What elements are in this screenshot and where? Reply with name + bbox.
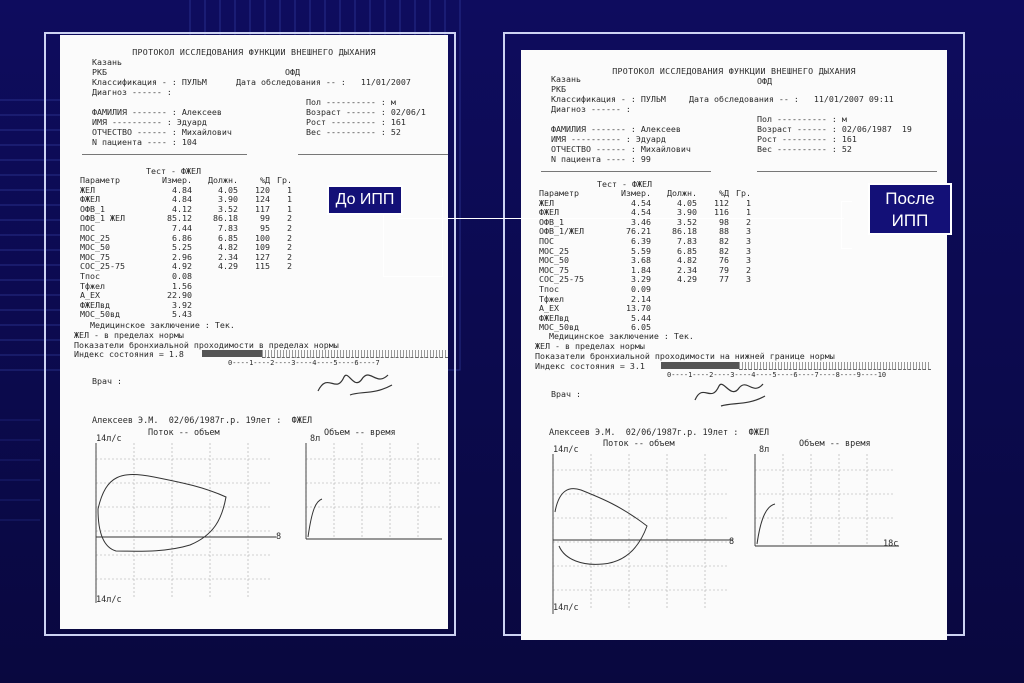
- table-cell: 112: [714, 197, 729, 208]
- table-cell: 82: [719, 235, 729, 246]
- table-cell: 1.56: [172, 280, 192, 291]
- table-cell: МОС_25: [80, 232, 110, 243]
- table-cell: 6.39: [631, 235, 651, 246]
- table-cell: 4.84: [172, 184, 192, 195]
- table-cell: [238, 282, 270, 292]
- table-cell: МОС_50вд: [80, 309, 120, 320]
- graph1-x-tick: 8: [729, 537, 735, 547]
- table-cell: 76: [719, 255, 729, 266]
- table-cell: [651, 314, 697, 324]
- classification: Классификация - : ПУЛЬМ: [92, 77, 207, 87]
- conclusion-line-2: Показатели бронхиальной проходимости на нижней границе нормы: [535, 351, 835, 361]
- table-cell: 3: [746, 274, 751, 285]
- first-name: ИМЯ ---------- : Эдуард: [92, 117, 207, 127]
- table-cell: 6.05: [631, 322, 651, 333]
- table-cell: МОС_50: [539, 255, 569, 266]
- dept: ОФД: [285, 67, 300, 77]
- patient-number: N пациента ---- : 99: [551, 154, 651, 164]
- org: РКБ: [551, 84, 566, 94]
- table-cell: 2: [287, 251, 292, 262]
- table-cell: 4.12: [172, 203, 192, 214]
- exam-date: Дата обследования -- : 11/01/2007 09:11: [689, 94, 894, 104]
- divider: [82, 154, 247, 155]
- protocol-before: [60, 35, 448, 629]
- before-label-text: До ИПП: [335, 191, 395, 208]
- patronymic: ОТЧЕСТВО ------ : Михайлович: [92, 127, 232, 137]
- table-cell: 76.21: [626, 226, 651, 237]
- diagnosis: Диагноз ------ :: [551, 104, 631, 114]
- state-index: Индекс состояния = 3.1: [535, 361, 645, 371]
- table-cell: Тфжел: [539, 293, 564, 304]
- table-cell: [270, 291, 292, 301]
- table-cell: 109: [255, 242, 270, 253]
- table-cell: 7.44: [172, 222, 192, 233]
- weight: Вес ---------- : 52: [757, 144, 852, 154]
- divider: [541, 171, 711, 172]
- table-cell: [192, 310, 238, 320]
- table-cell: МОС_50вд: [539, 322, 579, 333]
- table-header-cell: %Д: [260, 175, 270, 185]
- first-name: ИМЯ ---------- : Эдуард: [551, 134, 666, 144]
- doctor-label: Врач :: [551, 389, 581, 399]
- table-cell: 3: [746, 255, 751, 266]
- state-index-bar: [661, 362, 739, 369]
- table-cell: [192, 282, 238, 292]
- age: Возраст ------ : 02/06/1987 19: [757, 124, 912, 134]
- sex: Пол ---------- : м: [757, 114, 847, 124]
- table-cell: ЖЕЛ: [539, 197, 554, 208]
- table-cell: МОС_25: [539, 245, 569, 256]
- graph1-y-top: 14л/с: [553, 445, 579, 455]
- table-cell: 4.29: [218, 261, 238, 272]
- table-cell: [651, 295, 697, 305]
- table-cell: ФЖЕЛ: [539, 207, 559, 218]
- table-cell: 2.96: [172, 251, 192, 262]
- table-cell: 116: [714, 207, 729, 218]
- table-cell: 1: [287, 184, 292, 195]
- table-cell: 3: [746, 245, 751, 256]
- table-cell: 22.90: [167, 290, 192, 301]
- table-cell: 4.05: [218, 184, 238, 195]
- table-cell: МОС_50: [80, 242, 110, 253]
- graph1-x-tick: 8: [276, 532, 282, 542]
- table-cell: ОФВ_1 ЖЕЛ: [80, 213, 125, 224]
- table-cell: 124: [255, 194, 270, 205]
- table-cell: 2: [287, 213, 292, 224]
- table-cell: СОС_25-75: [80, 261, 125, 272]
- city: Казань: [551, 74, 581, 84]
- table-cell: ПОС: [539, 235, 554, 246]
- doctor-label: Врач :: [92, 376, 122, 386]
- table-cell: 3.46: [631, 216, 651, 227]
- table-cell: 5.59: [631, 245, 651, 256]
- table-cell: 79: [719, 264, 729, 275]
- table-cell: 2: [746, 216, 751, 227]
- table-cell: 6.85: [677, 245, 697, 256]
- volume-time-graph: [304, 439, 444, 549]
- table-cell: 98: [719, 216, 729, 227]
- table-cell: ОФВ_1: [80, 203, 105, 214]
- table-cell: 4.92: [172, 261, 192, 272]
- table-cell: 3.68: [631, 255, 651, 266]
- test-name: Тест - ФЖЕЛ: [146, 166, 201, 176]
- table-cell: 86.18: [672, 226, 697, 237]
- table-cell: 4.29: [677, 274, 697, 285]
- graph2-x-tick: 18с: [883, 539, 899, 549]
- table-cell: [270, 272, 292, 282]
- table-cell: ЖЕЛ: [80, 184, 95, 195]
- flow-volume-graph: [94, 439, 284, 611]
- table-cell: 3: [746, 226, 751, 237]
- graph1-y-bottom: 14л/с: [96, 595, 122, 605]
- table-header-cell: %Д: [719, 188, 729, 198]
- height: Рост --------- : 161: [757, 134, 857, 144]
- table-cell: 2.34: [218, 251, 238, 262]
- table-cell: 2: [287, 232, 292, 243]
- table-cell: 3.52: [677, 216, 697, 227]
- table-cell: МОС_75: [80, 251, 110, 262]
- height: Рост --------- : 161: [306, 117, 406, 127]
- graph2-title: Объем -- время: [799, 439, 871, 449]
- conclusion-line-1: ЖЕЛ - в пределах нормы: [535, 341, 645, 351]
- table-cell: 3.92: [172, 299, 192, 310]
- classification: Классификация - : ПУЛЬМ: [551, 94, 666, 104]
- table-cell: 4.54: [631, 197, 651, 208]
- table-cell: 99: [260, 213, 270, 224]
- table-cell: 2: [287, 222, 292, 233]
- table-cell: [697, 323, 729, 333]
- before-label: [327, 185, 403, 215]
- volume-time-graph: [753, 450, 903, 554]
- table-cell: 86.18: [213, 213, 238, 224]
- table-cell: 7.83: [677, 235, 697, 246]
- graph-footer: Алексеев Э.М. 02/06/1987г.р. 19лет : ФЖЕЛ: [92, 416, 313, 426]
- table-cell: 85.12: [167, 213, 192, 224]
- table-cell: 13.70: [626, 303, 651, 314]
- table-cell: 3.90: [218, 194, 238, 205]
- table-cell: 77: [719, 274, 729, 285]
- graph1-y-top: 14л/с: [96, 434, 122, 444]
- table-cell: 6.86: [172, 232, 192, 243]
- graph2-y-top: 8л: [759, 445, 770, 455]
- table-cell: 120: [255, 184, 270, 195]
- surname: ФАМИЛИЯ ------- : Алексеев: [92, 107, 222, 117]
- state-index-scale: [262, 350, 448, 358]
- table-cell: ФЖЕЛ: [80, 194, 100, 205]
- table-cell: 1: [746, 197, 751, 208]
- conclusion-line-1: ЖЕЛ - в пределах нормы: [74, 330, 184, 340]
- table-cell: 5.25: [172, 242, 192, 253]
- table-cell: [651, 285, 697, 295]
- table-cell: А_ЕХ: [539, 303, 559, 314]
- table-cell: 100: [255, 232, 270, 243]
- table-cell: 115: [255, 261, 270, 272]
- table-cell: 127: [255, 251, 270, 262]
- protocol-title: ПРОТОКОЛ ИССЛЕДОВАНИЯ ФУНКЦИИ ВНЕШНЕГО ДЫХАНИЯ: [612, 66, 856, 76]
- table-cell: [238, 310, 270, 320]
- table-cell: 1: [287, 194, 292, 205]
- state-index-ticks: 0----1----2----3----4----5----6----7----8----9----10: [667, 371, 887, 379]
- table-cell: [192, 272, 238, 282]
- table-cell: 95: [260, 222, 270, 233]
- table-cell: 88: [719, 226, 729, 237]
- table-cell: 5.43: [172, 309, 192, 320]
- table-header-cell: Параметр: [539, 188, 579, 198]
- table-header-cell: Должн.: [667, 188, 697, 198]
- table-cell: 3: [746, 235, 751, 246]
- table-header-cell: Измер.: [621, 188, 651, 198]
- divider: [757, 171, 937, 172]
- org: РКБ: [92, 67, 107, 77]
- table-cell: 2: [287, 242, 292, 253]
- table-cell: 3.52: [218, 203, 238, 214]
- table-cell: МОС_75: [539, 264, 569, 275]
- table-cell: 3.29: [631, 274, 651, 285]
- graph1-title: Поток -- объем: [148, 428, 220, 438]
- table-cell: [651, 304, 697, 314]
- table-cell: 4.82: [677, 255, 697, 266]
- table-cell: 6.85: [218, 232, 238, 243]
- diagnosis: Диагноз ------ :: [92, 87, 172, 97]
- table-header-cell: Гр.: [736, 188, 751, 198]
- table-header-cell: Параметр: [80, 175, 120, 185]
- after-label: [868, 183, 952, 235]
- table-cell: ОФВ_1: [539, 216, 564, 227]
- table-cell: 7.83: [218, 222, 238, 233]
- protocol-title: ПРОТОКОЛ ИССЛЕДОВАНИЯ ФУНКЦИИ ВНЕШНЕГО ДЫХАНИЯ: [132, 47, 376, 57]
- table-cell: 4.05: [677, 197, 697, 208]
- table-cell: 82: [719, 245, 729, 256]
- weight: Вес ---------- : 52: [306, 127, 401, 137]
- table-cell: ОФВ_1/ЖЕЛ: [539, 226, 584, 237]
- protocol-after: [521, 50, 947, 640]
- dept: ОФД: [757, 76, 772, 86]
- flow-volume-graph: [551, 450, 741, 620]
- after-connector: [841, 201, 852, 249]
- table-cell: [270, 310, 292, 320]
- table-cell: 3.90: [677, 207, 697, 218]
- state-index: Индекс состояния = 1.8: [74, 349, 184, 359]
- graph1-title: Поток -- объем: [603, 439, 675, 449]
- exam-date: Дата обследования -- : 11/01/2007: [236, 77, 411, 87]
- after-label-line1: После: [885, 189, 935, 208]
- conclusion: Медицинское заключение : Тек.: [90, 320, 235, 330]
- table-cell: [697, 314, 729, 324]
- table-cell: 4.84: [172, 194, 192, 205]
- city: Казань: [92, 57, 122, 67]
- table-cell: [697, 304, 729, 314]
- table-cell: [697, 295, 729, 305]
- table-cell: [270, 301, 292, 311]
- table-cell: СОС_25-75: [539, 274, 584, 285]
- table-cell: 1: [287, 203, 292, 214]
- age: Возраст ------ : 02/06/1: [306, 107, 426, 117]
- patient-number: N пациента ---- : 104: [92, 137, 197, 147]
- table-cell: 2: [287, 261, 292, 272]
- table-cell: 1: [746, 207, 751, 218]
- table-cell: 2.34: [677, 264, 697, 275]
- table-cell: ФЖЕЛвд: [539, 312, 569, 323]
- patronymic: ОТЧЕСТВО ------ : Михайлович: [551, 144, 691, 154]
- table-cell: 1.84: [631, 264, 651, 275]
- table-cell: Тпос: [539, 283, 559, 294]
- results-table: [80, 176, 292, 320]
- sex: Пол ---------- : м: [306, 97, 396, 107]
- results-table: [539, 189, 751, 333]
- table-header-cell: Измер.: [162, 175, 192, 185]
- table-cell: 4.82: [218, 242, 238, 253]
- state-index-scale: [739, 362, 931, 370]
- table-cell: 4.54: [631, 207, 651, 218]
- table-cell: 117: [255, 203, 270, 214]
- table-cell: [192, 291, 238, 301]
- surname: ФАМИЛИЯ ------- : Алексеев: [551, 124, 681, 134]
- graph-footer: Алексеев Э.М. 02/06/1987г.р. 19лет : ФЖЕЛ: [549, 428, 770, 438]
- table-cell: 5.44: [631, 312, 651, 323]
- table-cell: [270, 282, 292, 292]
- test-name: Тест - ФЖЕЛ: [597, 179, 652, 189]
- table-cell: ФЖЕЛвд: [80, 299, 110, 310]
- table-cell: [192, 301, 238, 311]
- graph1-y-bottom: 14л/с: [553, 603, 579, 613]
- table-cell: [729, 314, 751, 324]
- table-header-cell: Должн.: [208, 175, 238, 185]
- table-row: [80, 310, 292, 320]
- state-index-bar: [202, 350, 262, 357]
- divider: [298, 154, 448, 155]
- table-cell: 0.09: [631, 283, 651, 294]
- table-cell: [729, 285, 751, 295]
- table-cell: [729, 323, 751, 333]
- table-cell: 2: [746, 264, 751, 275]
- table-cell: [697, 285, 729, 295]
- table-cell: [238, 291, 270, 301]
- table-cell: ПОС: [80, 222, 95, 233]
- table-cell: [238, 301, 270, 311]
- table-cell: А_ЕХ: [80, 290, 100, 301]
- table-cell: [238, 272, 270, 282]
- table-cell: Тпос: [80, 270, 100, 281]
- doctor-signature: [687, 372, 777, 412]
- doctor-signature: [310, 361, 400, 401]
- table-cell: 0.08: [172, 270, 192, 281]
- after-label-line2: ИПП: [891, 211, 929, 230]
- graph2-title: Объем -- время: [324, 428, 396, 438]
- table-header-cell: Гр.: [277, 175, 292, 185]
- table-cell: Тфжел: [80, 280, 105, 291]
- graph2-y-top: 8л: [310, 434, 321, 444]
- table-cell: [729, 295, 751, 305]
- conclusion-line-2: Показатели бронхиальной проходимости в пределах нормы: [74, 340, 339, 350]
- conclusion: Медицинское заключение : Тек.: [549, 331, 694, 341]
- table-cell: [729, 304, 751, 314]
- bridge-line: [398, 218, 844, 219]
- state-index-ticks: 0----1----2----3----4----5----6----7: [228, 359, 380, 367]
- table-cell: 2.14: [631, 293, 651, 304]
